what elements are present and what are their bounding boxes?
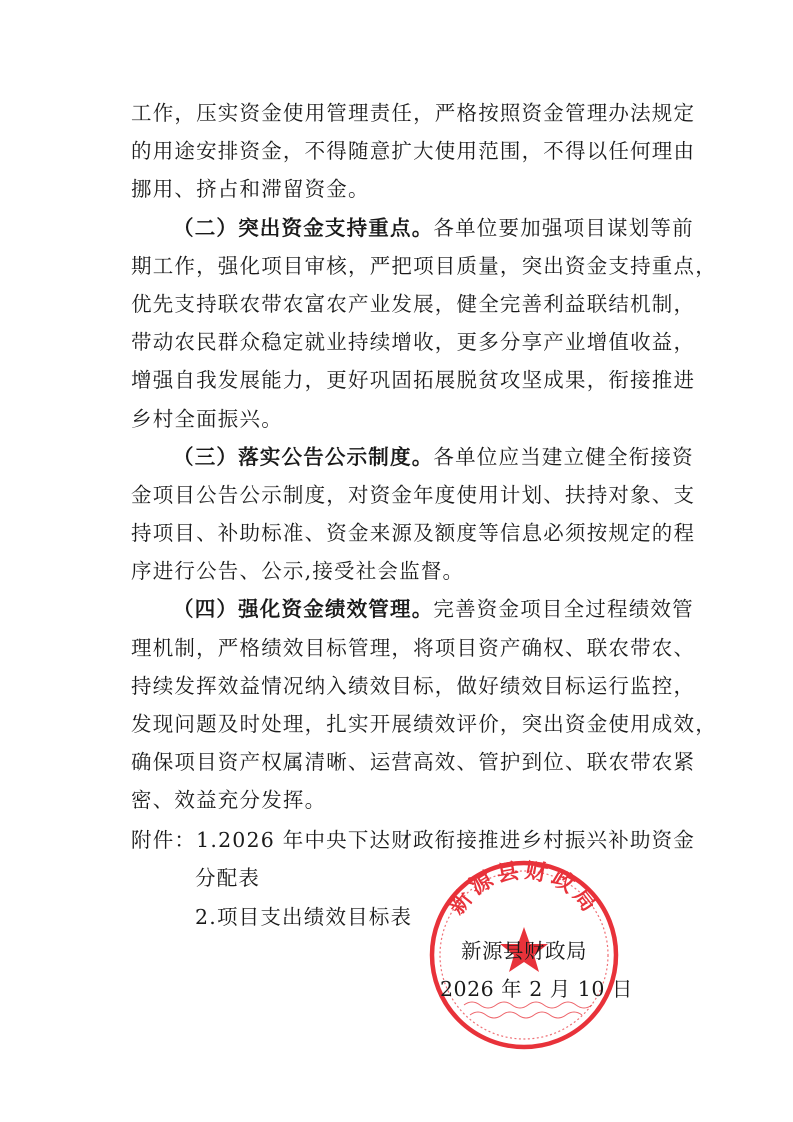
attachment-item-1 bbox=[131, 823, 695, 853]
section-heading: （四）强化资金绩效管理。 bbox=[173, 597, 434, 622]
body-line-text: 挪用、挤占和滞留资金。 bbox=[131, 177, 370, 202]
body-line-text: 乡村全面振兴。 bbox=[131, 406, 283, 431]
body-line bbox=[131, 629, 696, 667]
body-line bbox=[131, 476, 696, 514]
body-line bbox=[131, 667, 696, 705]
seal-text: 新源县财政局 bbox=[443, 857, 605, 920]
body-line bbox=[131, 285, 696, 323]
body-line bbox=[131, 170, 691, 208]
body-line-text: 带动农民群众稳定就业持续增收，更多分享产业增值收益， bbox=[131, 330, 696, 355]
body-text bbox=[131, 94, 717, 820]
body-line-text: 期工作，强化项目审核，严把项目质量，突出资金支持重点， bbox=[131, 253, 717, 278]
body-line bbox=[131, 590, 694, 628]
body-line bbox=[131, 400, 691, 438]
body-line bbox=[131, 361, 696, 399]
body-line-text: 持项目、补助标准、资金来源及额度等信息必须按规定的程 bbox=[131, 521, 696, 546]
body-line-text: 各单位应当建立健全衔接资 bbox=[433, 444, 694, 469]
body-line-text: 的用途安排资金，不得随意扩大使用范围，不得以任何理由 bbox=[131, 139, 696, 164]
body-line bbox=[131, 743, 696, 781]
body-line bbox=[131, 552, 691, 590]
signature-org: 新源县财政局 bbox=[461, 939, 587, 963]
body-line-text: 完善资金项目全过程绩效管 bbox=[433, 597, 694, 622]
signature-date: 2026 年 2 月 10 日 bbox=[440, 977, 633, 1001]
body-line bbox=[131, 438, 694, 476]
body-line-text: 确保项目资产权属清晰、运营高效、管护到位、联农带农紧 bbox=[131, 750, 696, 775]
body-line-text: 理机制，严格绩效目标管理，将项目资产确权、联农带农、 bbox=[131, 635, 696, 660]
body-line bbox=[131, 94, 696, 132]
attachment-item-1-line-2: 分配表 bbox=[195, 866, 261, 890]
body-line-text: 发现问题及时处理，扎实开展绩效评价，突出资金使用成效， bbox=[131, 712, 717, 736]
body-line bbox=[131, 132, 696, 170]
attachment-item-2: 2.项目支出绩效目标表 bbox=[195, 905, 413, 929]
section-heading: （二）突出资金支持重点。 bbox=[173, 215, 434, 240]
body-line-text: 序进行公告、公示,接受社会监督。 bbox=[131, 559, 465, 584]
body-line-text: 增强自我发展能力，更好巩固拓展脱贫攻坚成果，衔接推进 bbox=[131, 368, 696, 393]
body-line-text: 金项目公告公示制度，对资金年度使用计划、扶持对象、支 bbox=[131, 482, 696, 507]
body-line bbox=[131, 781, 691, 819]
section-heading: （三）落实公告公示制度。 bbox=[173, 444, 434, 469]
body-line-text: 密、效益充分发挥。 bbox=[131, 788, 327, 813]
body-line-text: 各单位要加强项目谋划等前 bbox=[433, 215, 694, 240]
body-line-text: 持续发挥效益情况纳入绩效目标，做好绩效目标运行监控， bbox=[131, 673, 696, 698]
body-line bbox=[131, 209, 694, 247]
attachment-prefix: 附件： bbox=[131, 828, 197, 852]
body-line-text: 工作，压实资金使用管理责任，严格按照资金管理办法规定 bbox=[131, 101, 696, 125]
body-line bbox=[131, 247, 717, 285]
body-line bbox=[131, 323, 696, 361]
body-line bbox=[131, 705, 717, 743]
svg-text:新源县财政局 bbox=[444, 857, 605, 919]
body-line-text: 优先支持联农带农富农产业发展，健全完善利益联结机制， bbox=[131, 291, 696, 316]
body-line bbox=[131, 514, 696, 552]
attachment-item-1-line-1: 1.2026 年中央下达财政衔接推进乡村振兴补助资金 bbox=[196, 828, 696, 852]
